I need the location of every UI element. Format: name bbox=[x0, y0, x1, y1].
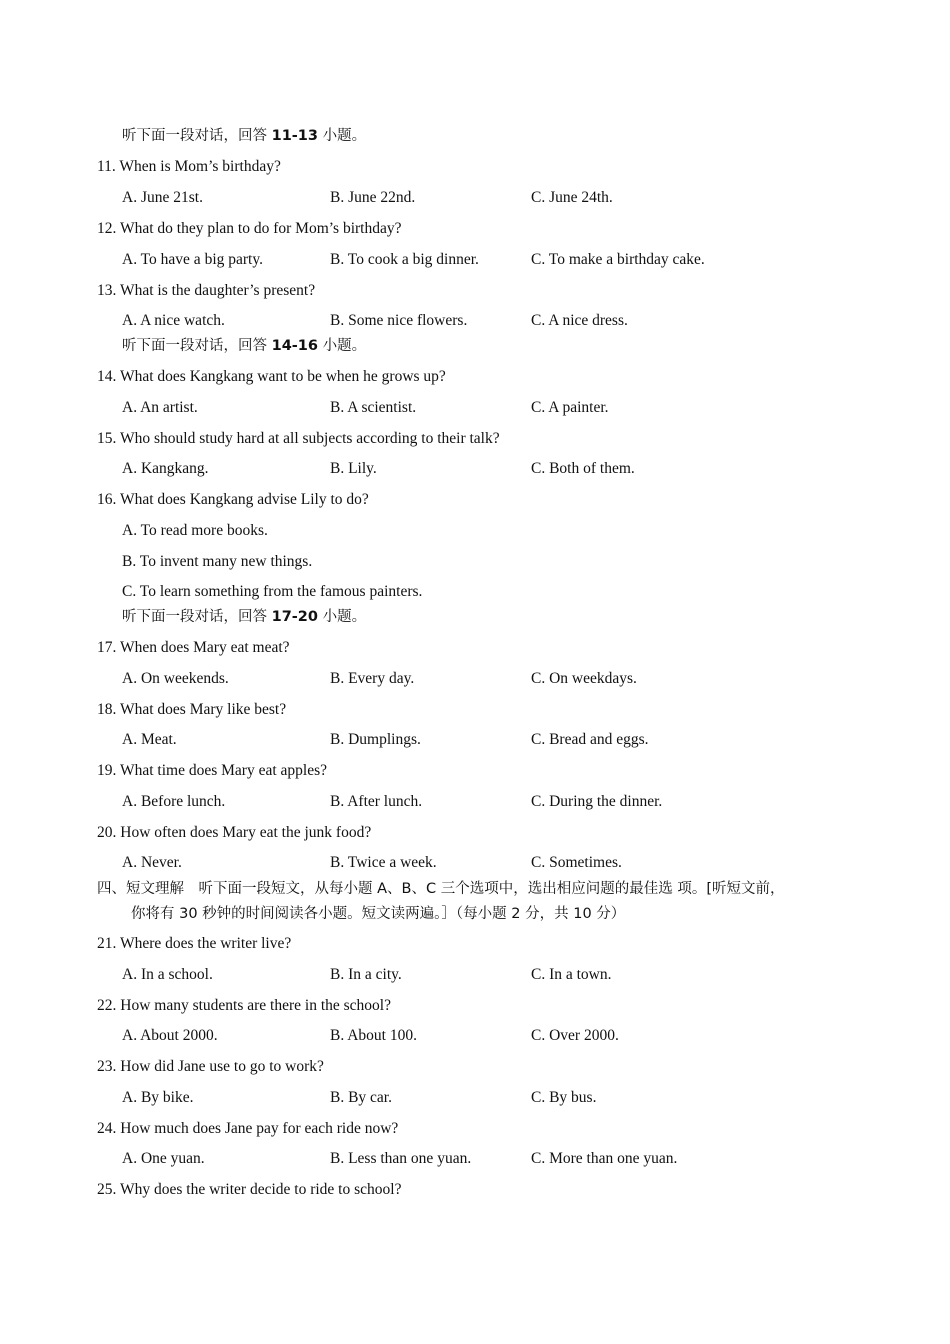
option-19-a: A. Before lunch. bbox=[122, 793, 226, 810]
section-intro-14-16: 听下面一段对话，回答 14-16 小题。 bbox=[122, 338, 367, 354]
question-18: 18. What does Mary like best? bbox=[97, 701, 287, 718]
option-16-a: A. To read more books. bbox=[122, 522, 268, 539]
option-18-c: C. Bread and eggs. bbox=[531, 731, 649, 748]
option-14-b: B. A scientist. bbox=[330, 399, 417, 416]
option-15-c: C. Both of them. bbox=[531, 460, 635, 477]
question-15: 15. Who should study hard at all subjects according to their talk? bbox=[97, 430, 500, 447]
question-13: 13. What is the daughter’s present? bbox=[97, 282, 316, 299]
option-20-c: C. Sometimes. bbox=[531, 854, 622, 871]
option-12-b: B. To cook a big dinner. bbox=[330, 251, 479, 268]
option-14-a: A. An artist. bbox=[122, 399, 198, 416]
option-20-a: A. Never. bbox=[122, 854, 182, 871]
option-23-b: B. By car. bbox=[330, 1089, 392, 1106]
option-13-c: C. A nice dress. bbox=[531, 312, 628, 329]
option-20-b: B. Twice a week. bbox=[330, 854, 437, 871]
option-11-b: B. June 22nd. bbox=[330, 189, 416, 206]
question-17: 17. When does Mary eat meat? bbox=[97, 639, 290, 656]
option-22-b: B. About 100. bbox=[330, 1027, 417, 1044]
option-17-b: B. Every day. bbox=[330, 670, 415, 687]
question-14: 14. What does Kangkang want to be when he grows up? bbox=[97, 368, 446, 385]
question-11: 11. When is Mom’s birthday? bbox=[97, 158, 281, 175]
option-18-b: B. Dumplings. bbox=[330, 731, 421, 748]
option-14-c: C. A painter. bbox=[531, 399, 609, 416]
option-19-c: C. During the dinner. bbox=[531, 793, 663, 810]
section-intro-11-13: 听下面一段对话，回答 11-13 小题。 bbox=[122, 128, 367, 144]
option-22-c: C. Over 2000. bbox=[531, 1027, 619, 1044]
option-11-a: A. June 21st. bbox=[122, 189, 203, 206]
option-15-b: B. Lily. bbox=[330, 460, 377, 477]
option-21-a: A. In a school. bbox=[122, 966, 213, 983]
part4-instructions-line2: 你将有 30 秒钟的时间阅读各小题。短文读两遍。］（每小题 2 分，共 10 分） bbox=[131, 906, 626, 922]
option-21-b: B. In a city. bbox=[330, 966, 402, 983]
part4-instructions-line1: 四、短文理解 听下面一段短文，从每小题 A、B、C 三个选项中，选出相应问题的最佳选 项。[听短文前， bbox=[97, 881, 785, 897]
option-13-b: B. Some nice flowers. bbox=[330, 312, 468, 329]
option-19-b: B. After lunch. bbox=[330, 793, 423, 810]
option-17-a: A. On weekends. bbox=[122, 670, 229, 687]
section-intro-17-20: 听下面一段对话，回答 17-20 小题。 bbox=[122, 609, 367, 625]
question-23: 23. How did Jane use to go to work? bbox=[97, 1058, 324, 1075]
option-24-b: B. Less than one yuan. bbox=[330, 1150, 472, 1167]
option-16-c: C. To learn something from the famous painters. bbox=[122, 583, 423, 600]
question-20: 20. How often does Mary eat the junk food? bbox=[97, 824, 372, 841]
option-24-a: A. One yuan. bbox=[122, 1150, 205, 1167]
option-11-c: C. June 24th. bbox=[531, 189, 613, 206]
option-13-a: A. A nice watch. bbox=[122, 312, 225, 329]
option-22-a: A. About 2000. bbox=[122, 1027, 218, 1044]
option-16-b: B. To invent many new things. bbox=[122, 553, 313, 570]
question-21: 21. Where does the writer live? bbox=[97, 935, 292, 952]
question-12: 12. What do they plan to do for Mom’s birthday? bbox=[97, 220, 402, 237]
question-16: 16. What does Kangkang advise Lily to do? bbox=[97, 491, 369, 508]
option-17-c: C. On weekdays. bbox=[531, 670, 637, 687]
option-23-a: A. By bike. bbox=[122, 1089, 194, 1106]
option-12-a: A. To have a big party. bbox=[122, 251, 263, 268]
option-24-c: C. More than one yuan. bbox=[531, 1150, 678, 1167]
question-22: 22. How many students are there in the school? bbox=[97, 997, 391, 1014]
option-18-a: A. Meat. bbox=[122, 731, 177, 748]
option-12-c: C. To make a birthday cake. bbox=[531, 251, 705, 268]
option-23-c: C. By bus. bbox=[531, 1089, 597, 1106]
question-24: 24. How much does Jane pay for each ride now? bbox=[97, 1120, 399, 1137]
question-19: 19. What time does Mary eat apples? bbox=[97, 762, 327, 779]
option-21-c: C. In a town. bbox=[531, 966, 612, 983]
question-25: 25. Why does the writer decide to ride to school? bbox=[97, 1181, 402, 1198]
option-15-a: A. Kangkang. bbox=[122, 460, 209, 477]
